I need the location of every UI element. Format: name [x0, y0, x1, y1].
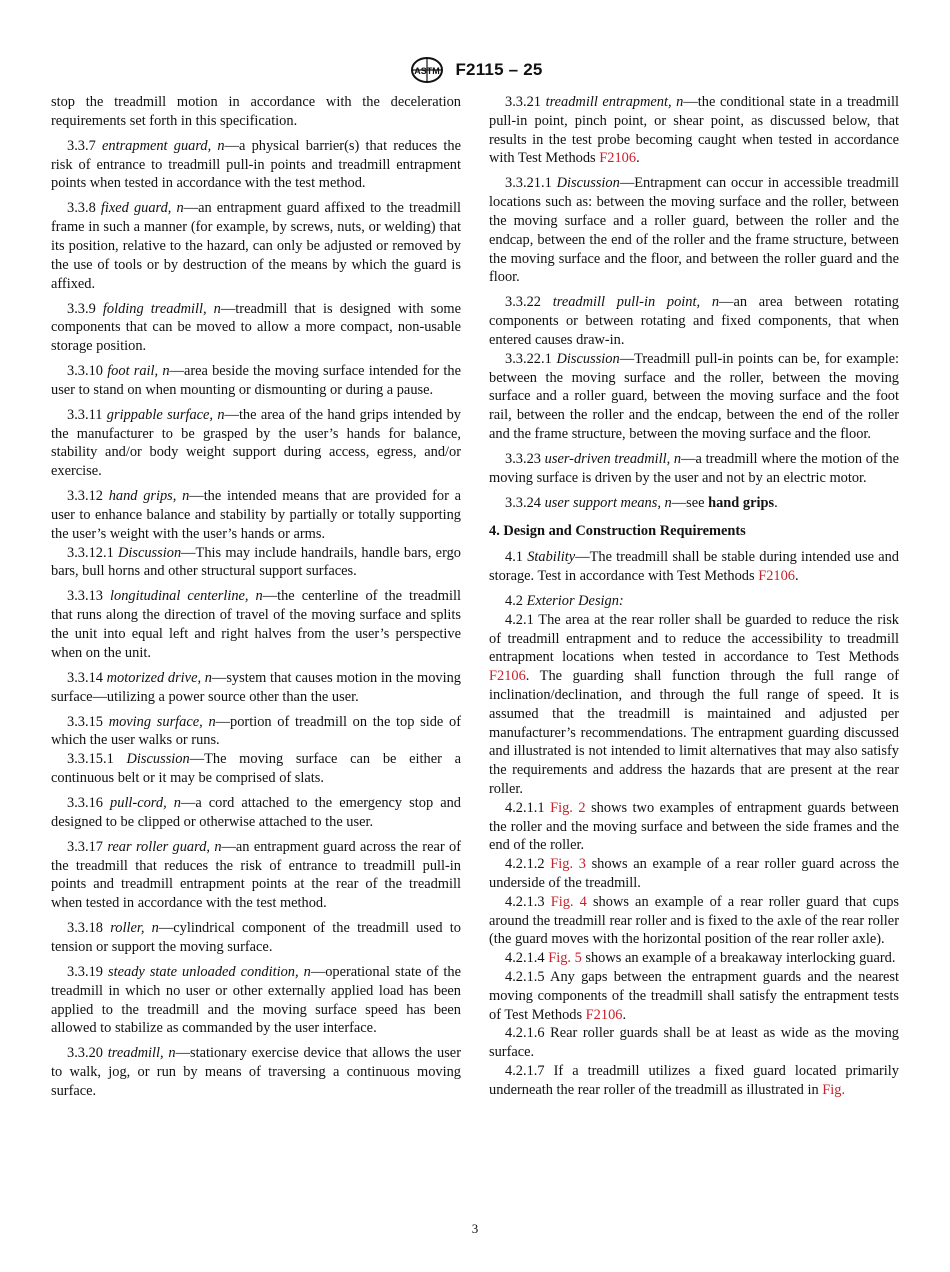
discussion-3-3-15-1: 3.3.15.1 Discussion—The moving surface can be either a continuous belt or it may be comprised of slats. — [51, 751, 461, 786]
logo-text: ASTM — [414, 66, 441, 76]
definition-3-3-16: 3.3.16 pull-cord, n—a cord attached to the emergency stop and designed to be clipped or otherwise attached to the user. — [51, 794, 461, 830]
definition-3-3-17: 3.3.17 rear roller guard, n—an entrapment guard across the rear of the treadmill that reduces the risk of entrance to treadmill pull-in points and treadmill entrapment points at the rear of the treadmill when tested in accordance with the test method. — [51, 838, 461, 912]
definition-3-3-20: 3.3.20 treadmill, n—stationary exercise device that allows the user to walk, jog, or run by means of traversing a continuous moving surface. — [51, 1045, 461, 1099]
left-column — [51, 93, 461, 1107]
definition-3-3-21: 3.3.21 treadmill entrapment, n—the conditional state in a treadmill pull-in point, pinch point, or shear point, as discussed below, that results in the test probe becoming caught when tested in accordance with Test Methods F2106. — [489, 94, 899, 167]
definition-3-3-12: 3.3.12 hand grips, n—the intended means that are provided for a user to enhance balance and stability by partially or totally supporting the user’s weight with the user’s hands or arms. — [51, 488, 462, 542]
figure-link[interactable]: Fig. — [822, 1081, 846, 1098]
figure-link[interactable]: Fig. 3 — [550, 856, 586, 873]
astm-logo-icon — [407, 55, 447, 85]
definition-3-3-9: 3.3.9 folding treadmill, n—treadmill that is designed with some components that can be moved to allow a more compact, non-usable storage position. — [51, 300, 462, 355]
discussion-3-3-12-1: 3.3.12.1 Discussion—This may include handrails, handle bars, ergo bars, bull horns and other structural support surfaces. — [51, 544, 461, 580]
figure-link[interactable]: Fig. 2 — [550, 799, 586, 816]
definition-3-3-7: 3.3.7 entrapment guard, n—a physical barrier(s) that reduces the risk of entrance to treadmill pull-in points and treadmill entrapment points when tested in accordance with the test method. — [51, 137, 462, 192]
page-number: 3 — [471, 1221, 479, 1236]
discussion-3-3-22-1: 3.3.22.1 Discussion—Treadmill pull-in points can be, for example: between the moving surface and the roller, between the moving surface and a roller guard, between the moving surface and the foot rail, between the roller and the endcap, between the end of the roller and the frame structure, between the moving surface and the floor. — [489, 350, 899, 442]
reference-link[interactable]: F2106 — [758, 568, 796, 585]
definition-3-3-24: 3.3.24 user support means, n—see hand grips. — [505, 494, 778, 511]
clause-4-2-1-6: 4.2.1.6 Rear roller guards shall be at least as wide as the moving surface. — [489, 1025, 899, 1061]
clause-4-2-1-2: 4.2.1.2 Fig. 3 shows an example of a rear roller guard across the underside of the treadmill. — [489, 856, 899, 892]
paragraph-continuation: stop the treadmill motion in accordance with the deceleration requirements set forth in this specification. — [51, 94, 461, 129]
definition-3-3-13: 3.3.13 longitudinal centerline, n—the centerline of the treadmill that runs along the direction of travel of the moving surface and splits the unit into equal left and right halves from the user’s perspective when on the unit. — [51, 588, 461, 661]
reference-link[interactable]: F2106 — [489, 668, 526, 685]
reference-link[interactable]: F2106 — [585, 1006, 623, 1023]
discussion-3-3-21-1: 3.3.21.1 Discussion—Entrapment can occur in accessible treadmill locations such as: between the moving surface and the roller, between the moving surface and a roller guard, between the roller and the endcap, between the end of the roller and the frame structure, between the moving surface and the floor, and between the roller guard and the floor. — [489, 175, 899, 286]
figure-link[interactable]: Fig. 5 — [548, 950, 582, 967]
definition-3-3-23: 3.3.23 user-driven treadmill, n—a treadmill where the motion of the moving surface is driven by the user and not by an electric motor. — [489, 450, 899, 486]
section-heading-4: 4. Design and Construction Requirements — [489, 523, 746, 540]
clause-4-2-1-1: 4.2.1.1 Fig. 2 shows two examples of entrapment guards between the roller and the moving surface and between the side frames and the end of the roller. — [489, 799, 899, 854]
clause-4-2-1: 4.2.1 The area at the rear roller shall be guarded to reduce the risk of treadmill entrapment and to reduce the accessibility to treadmill entrapment locations when tested in accordance to Test Methods F2106. The guarding shall function through the full range of inclination/declination, and through the full range of speed. It is assumed that the treadmill is maintained and adjusted per manufacturer’s recommendations. The entrapment guarding discussed and illustrated is not intended to limit alternatives that may also satisfy the requirements and address the hazards that are present at the rear roller. — [489, 611, 899, 798]
clause-4-2-1-7: 4.2.1.7 If a treadmill utilizes a fixed guard located primarily underneath the rear roller of the treadmill as illustrated in Fig. — [489, 1062, 899, 1098]
clause-4-2-1-5: 4.2.1.5 Any gaps between the entrapment guards and the nearest moving components of the treadmill shall satisfy the entrapment tests of Test Methods F2106. — [489, 969, 899, 1023]
clause-4-2: 4.2 Exterior Design: — [505, 593, 624, 610]
definition-3-3-8: 3.3.8 fixed guard, n—an entrapment guard affixed to the treadmill frame in such a manner (for example, by screws, nuts, or welding) that its position, relative to the hazard, can only be adjusted or removed by the use of tools or by destruction of the means by which the guard is affixed. — [51, 200, 461, 292]
clause-4-2-1-3: 4.2.1.3 Fig. 4 shows an example of a rear roller guard that cups around the treadmill rear roller and is fixed to the axle of the rear roller (the guard moves with the horizontal position of the rear roller axle). — [489, 893, 899, 948]
definition-3-3-15: 3.3.15 moving surface, n—portion of treadmill on the top side of which the user walks or runs. — [51, 713, 462, 749]
right-column — [489, 93, 899, 1100]
definition-3-3-22: 3.3.22 treadmill pull-in point, n—an area between rotating components or between rotating and fixed components, that when entered causes draw-in. — [489, 294, 899, 348]
definition-3-3-11: 3.3.11 grippable surface, n—the area of the hand grips intended by the manufacturer to be grasped by the user’s hands for balance, stability and/or body weight support during access, egress, and/or exercise. — [51, 406, 461, 480]
clause-4-1: 4.1 Stability—The treadmill shall be stable during intended use and storage. Test in accordance with Test Methods F2106. — [489, 549, 899, 585]
clause-4-2-1-4: 4.2.1.4 Fig. 5 shows an example of a breakaway interlocking guard. — [505, 950, 896, 967]
reference-link[interactable]: F2106 — [599, 150, 637, 167]
definition-3-3-14: 3.3.14 motorized drive, n—system that causes motion in the moving surface—utilizing a power source other than the user. — [51, 669, 461, 705]
page-header — [0, 52, 950, 88]
definition-3-3-19: 3.3.19 steady state unloaded condition, n—operational state of the treadmill in which no user or other externally applied load has been applied to the treadmill and the moving surface speed has been allowed to stabilize as commanded by the user interface. — [51, 963, 461, 1037]
standard-designation: F2115 – 25 — [455, 60, 543, 79]
definition-3-3-18: 3.3.18 roller, n—cylindrical component of the treadmill used to tension or support the moving surface. — [51, 920, 461, 955]
figure-link[interactable]: Fig. 4 — [550, 893, 587, 910]
definition-3-3-10: 3.3.10 foot rail, n—area beside the moving surface intended for the user to stand on when mounting or dismounting or during a pause. — [51, 363, 461, 398]
